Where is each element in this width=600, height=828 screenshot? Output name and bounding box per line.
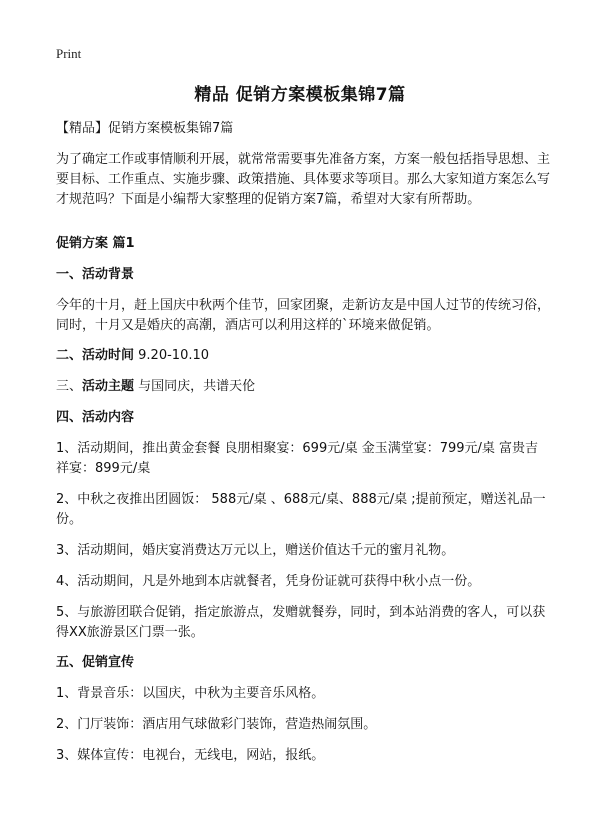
content-item: 4、活动期间，凡是外地到本店就餐者，凭身份证就可获得中秋小点一份。: [56, 574, 481, 589]
intro-paragraph: 为了确定工作或事情顺利开展，就常常需要事先准备方案，方案一般包括指导思想、主要目标、工作重点、实施步骤、政策措施、具体要求等项目。那么大家知道方案怎么写才规范吗？下面是小编帮大家整理的促销方案7篇，希望对大家有所帮助。: [56, 152, 551, 207]
background-paragraph: 今年的十月，赶上国庆中秋两个佳节，回家团聚，走新访友是中国人过节的传统习俗，同时，十月又是婚庆的高潮，酒店可以利用这样的`环境来做促销。: [56, 298, 551, 333]
document-title: 精品 促销方案模板集锦7篇: [194, 85, 406, 105]
print-label: Print: [56, 46, 82, 61]
document-subtitle: 【精品】促销方案模板集锦7篇: [56, 121, 234, 136]
content-item: 5、与旅游团联合促销，指定旅游点，发赠就餐券，同时，到本站消费的客人，可以获得XX旅游景区门票一张。: [56, 605, 546, 640]
content-item: 3、活动期间，婚庆宴消费达万元以上，赠送价值达千元的蜜月礼物。: [56, 543, 455, 558]
promo-item: 1、背景音乐：以国庆，中秋为主要音乐风格。: [56, 686, 325, 701]
promo-item: 3、媒体宣传：电视台，无线电，网站，报纸。: [56, 748, 325, 763]
promo-item: 2、门厅装饰：酒店用气球做彩门装饰，营造热闹氛围。: [56, 717, 377, 732]
content-item: 1、活动期间，推出黄金套餐 良朋相聚宴：699元/桌 金玉满堂宴：799元/桌 富贵吉祥宴：899元/桌: [56, 441, 539, 476]
theme-line: [56, 377, 550, 397]
time-value: 9.20-10.10: [138, 348, 210, 363]
heading-content: 四、活动内容: [56, 410, 135, 425]
heading-time: 二、活动时间: [56, 348, 135, 363]
heading-promo: 五、促销宣传: [56, 655, 135, 670]
section-title: 促销方案 篇1: [56, 236, 135, 251]
theme-value: 与国同庆，共谱天伦: [138, 379, 256, 394]
heading-background: 一、活动背景: [56, 267, 135, 282]
heading-theme-prefix: 三、: [56, 379, 83, 394]
heading-theme: 活动主题: [82, 379, 135, 394]
content-item: 2、中秋之夜推出团圆饭： 588元/桌 、688元/桌、888元/桌 ;提前预定，赠送礼品一份。: [56, 492, 546, 527]
time-line: [56, 346, 550, 366]
